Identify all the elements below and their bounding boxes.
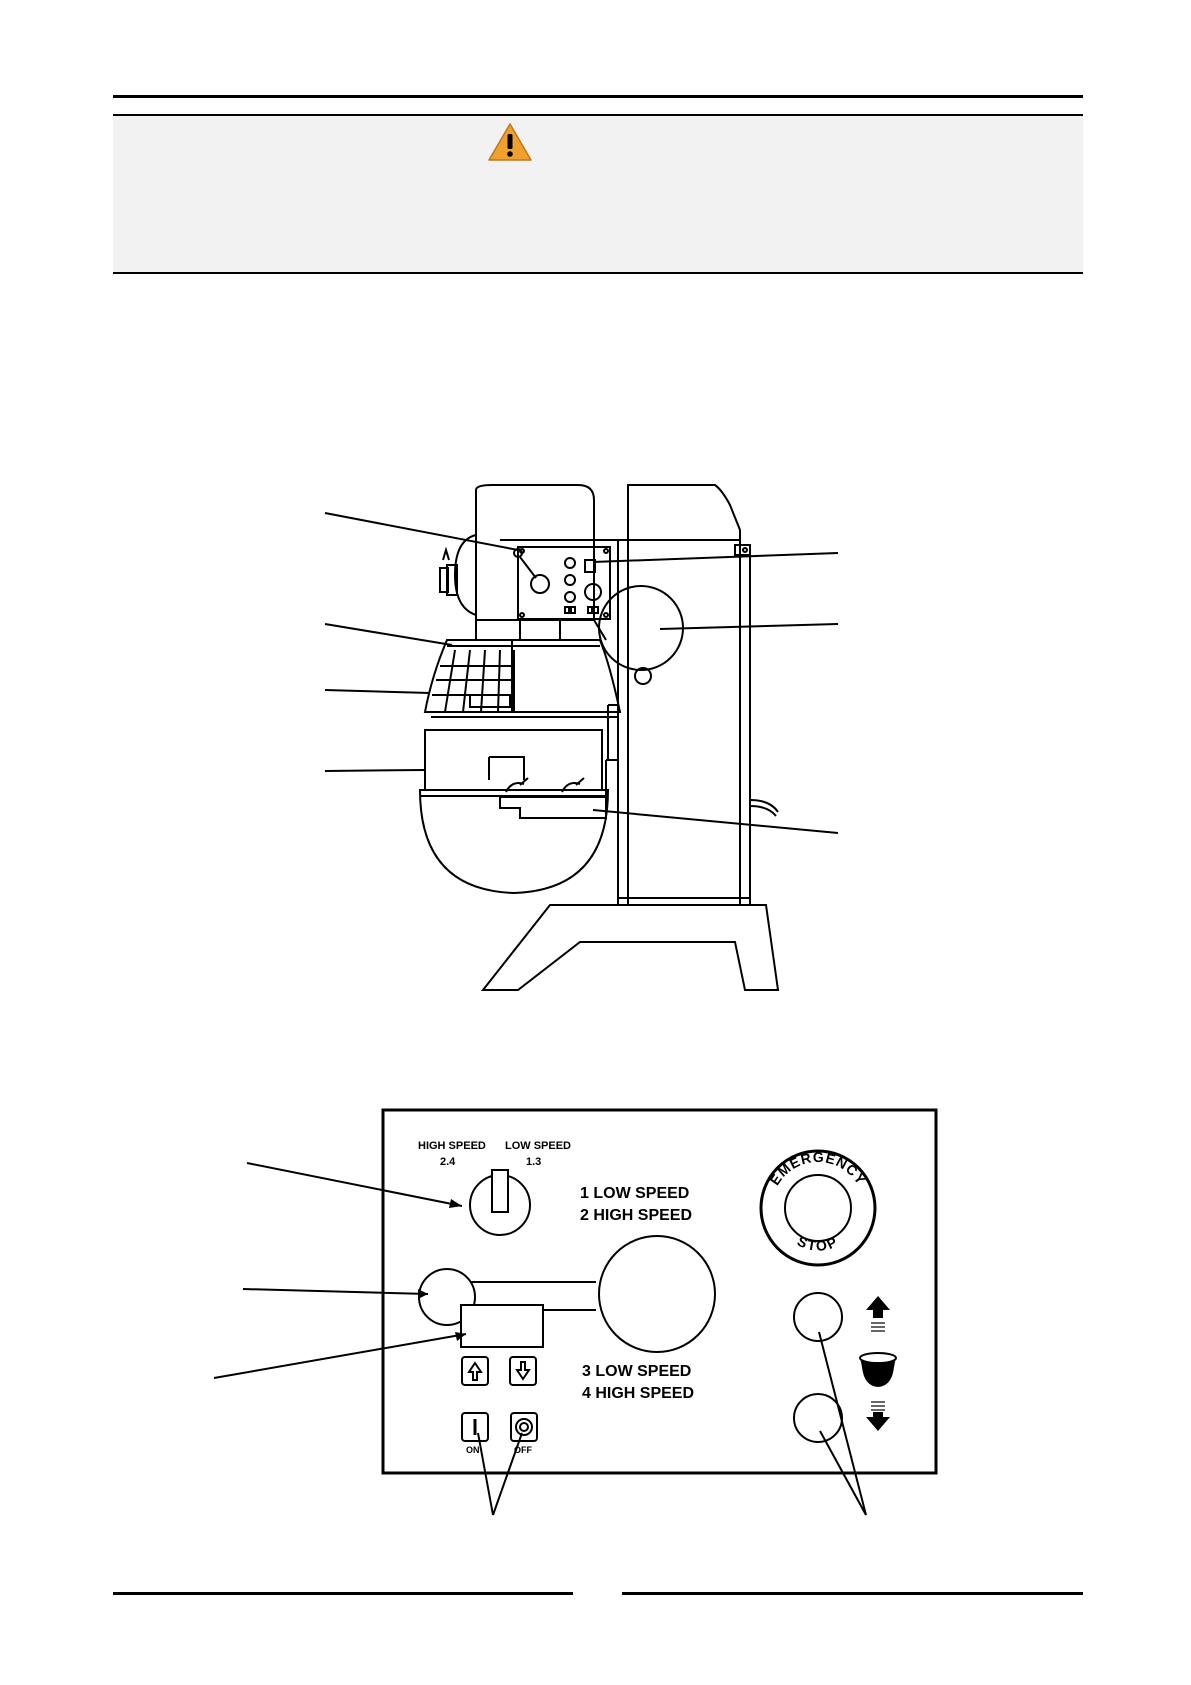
- bowl-down-arrow-icon: [866, 1402, 890, 1431]
- gear-line-2: 2 HIGH SPEED: [580, 1207, 693, 1224]
- gear-line-4: 4 HIGH SPEED: [582, 1385, 695, 1402]
- emergency-label: EMERGENCY: [766, 1148, 870, 1188]
- bowl-icon: [860, 1353, 896, 1387]
- high-speed-label: HIGH SPEED: [418, 1140, 486, 1152]
- bowl-up-button: [794, 1293, 842, 1341]
- bowl-up-arrow-icon: [866, 1296, 890, 1331]
- gear-line-1: 1 LOW SPEED: [580, 1185, 690, 1202]
- off-button: [511, 1413, 537, 1441]
- low-speed-label: LOW SPEED: [505, 1140, 572, 1152]
- stop-label: STOP: [794, 1232, 842, 1255]
- gear-housing: [599, 1236, 715, 1352]
- on-label: ON: [466, 1445, 480, 1455]
- bowl-down-button: [794, 1394, 842, 1442]
- high-speed-positions: 2.4: [440, 1156, 456, 1168]
- low-speed-positions: 1.3: [526, 1156, 542, 1168]
- gear-label-plate: [461, 1305, 543, 1347]
- gear-line-3: 3 LOW SPEED: [582, 1363, 692, 1380]
- footer-rule-left: [113, 1592, 573, 1595]
- off-label: OFF: [514, 1445, 532, 1455]
- footer-rule-right: [622, 1592, 1083, 1595]
